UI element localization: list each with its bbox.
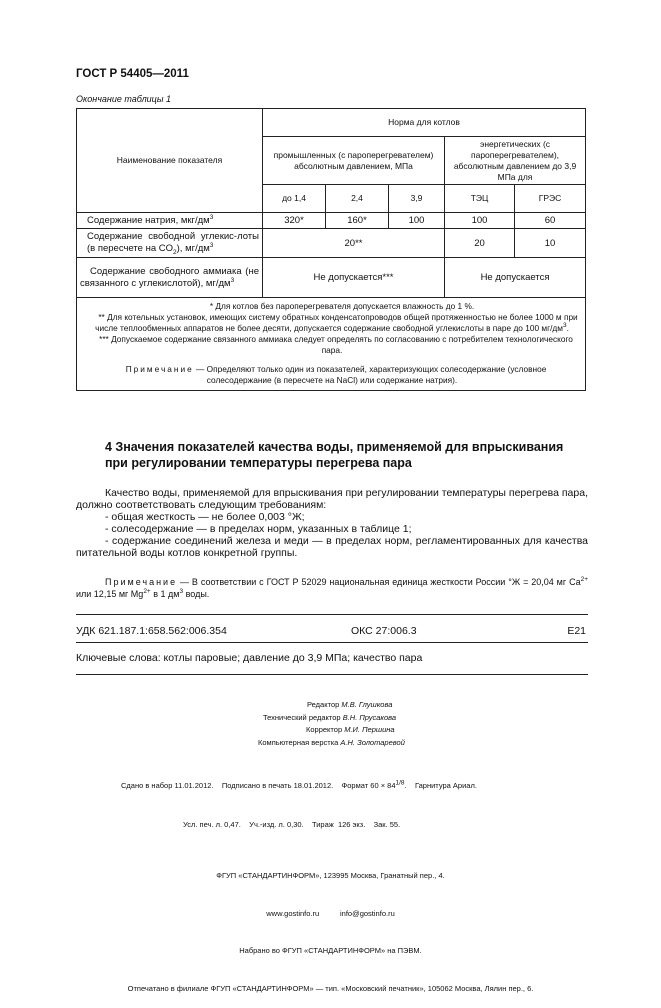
udk-code: УДК 621.187.1:658.562:006.354 xyxy=(76,625,227,637)
norm-header: Норма для котлов xyxy=(263,109,586,137)
list-item: - содержание соединений железа и меди — в пределах норм, регламентированных для качества питательной воды котлов конкретной группы. xyxy=(76,535,588,560)
row-ammonia-label: Содержание свободного аммиака (не связанного с углекислотой), $мг/дм^3$ xyxy=(77,258,263,298)
list-item: - солесодержание — в пределах норм, указанных в таблице 1; xyxy=(105,523,412,535)
row-sodium-label: Содержание натрия, мкг/$дм^3$ xyxy=(77,213,263,229)
group-industrial-header: промышленных (с пароперегревателем) абсолютным давлением, МПа xyxy=(263,137,445,185)
class-code: Е21 xyxy=(567,625,586,637)
section-4-intro: Качество воды, применяемой для впрыскивания при регулировании температуры перегрева пара, должно соответствовать следующим требованиям: xyxy=(76,487,588,512)
table-cell: 160* xyxy=(326,213,389,229)
table-cell: 20 xyxy=(445,229,515,258)
table-note: Примечание — Определяют только один из показателей, характеризующих солесодержание (условное солесодержание (в пересчете на NaCl) или содержание натрия). xyxy=(125,364,547,385)
document-header: ГОСТ Р 54405—2011 xyxy=(76,68,189,80)
subcol-header: 2,4 xyxy=(326,185,389,213)
col-name-header: Наименование показателя xyxy=(77,109,263,213)
norm-table xyxy=(76,108,586,391)
keywords: Ключевые слова: котлы паровые; давление до 3,9 МПа; качество пара xyxy=(76,652,423,664)
table-cell: 320* xyxy=(263,213,326,229)
subcol-header: 3,9 xyxy=(389,185,445,213)
divider xyxy=(76,674,588,675)
section-4-heading: 4 Значения показателей качества воды, применяемой для впрыскивания при регулировании температуры перегрева пара xyxy=(105,440,564,470)
imprint-credits: Редактор М.В. Глушкова Технический редактор В.Н. Прусакова Корректор М.И. Першина Компьютерная верстка А.Н. Золотаревой xyxy=(258,700,405,747)
subcol-header: ГРЭС xyxy=(515,185,586,213)
table-caption: Окончание таблицы 1 xyxy=(76,94,171,104)
table-footnotes xyxy=(77,298,586,391)
table-cell: 100 xyxy=(445,213,515,229)
list-item: - общая жесткость — не более 0,003 °Ж; xyxy=(105,511,305,523)
imprint-details: Сдано в набор 11.01.2012. Подписано в печать 18.01.2012. Формат $60 \times 84^{1/8}$. Гарнитура Ариал. Усл. печ. л. 0,47. Уч.-изд. л. 0,30. Тираж 126 экз. Зак. 55. ФГУП «СТАНДАРТИНФОРМ», 123995 Москва, Гранатный пер., 4. www.gostinfo.ru info@gostinfo.ru Набрано во ФГУП «СТАНДАРТИНФОРМ» на ПЭВМ. Отпечатано в филиале ФГУП «СТАНДАРТИНФОРМ» — тип. «Московский печатник», 105062 Москва, Лялин пер., 6. xyxy=(121,779,534,993)
divider xyxy=(76,614,588,615)
footnote-3: *** Допускаемое содержание связанного аммиака следует определять по согласованию с потребителем технологического пара. xyxy=(99,334,573,355)
table-cell: 100 xyxy=(389,213,445,229)
table-cell: Не допускается*** xyxy=(263,258,445,298)
table-cell: 20** xyxy=(263,229,445,258)
footnote-2: ** Для котельных установок, имеющих систему обратных конденсатопроводов общей протяженностью не более 1000 м при числе теплообменных аппаратов не более десяти, допускается содержание свободной углекислоты в паре до 100 $мг/дм^3$. xyxy=(95,312,578,333)
table-cell: 60 xyxy=(515,213,586,229)
subcol-header: до 1,4 xyxy=(263,185,326,213)
footnote-1: * Для котлов без пароперегревателя допускается влажность до 1 %. xyxy=(209,301,475,311)
group-energy-header: энергетических (с пароперегревателем), абсолютным давлением до 3,9 МПа для xyxy=(445,137,586,185)
subcol-header: ТЭЦ xyxy=(445,185,515,213)
table-cell: Не допускается xyxy=(445,258,586,298)
table-cell: 10 xyxy=(515,229,586,258)
oks-code: ОКС 27:006.3 xyxy=(351,625,417,637)
row-co2-label: Содержание свободной углекис-лоты (в пересчете на $CO_2$), $мг/дм^3$ xyxy=(77,229,263,258)
divider xyxy=(76,642,588,643)
section-4-note: Примечание — В соответствии с ГОСТ Р 52029 национальная единица жесткости России °Ж = 20,04 мг $Ca^{2+}$ или 12,15 мг $Mg^{2+}$ в 1 $дм^3$ воды. xyxy=(76,576,588,599)
